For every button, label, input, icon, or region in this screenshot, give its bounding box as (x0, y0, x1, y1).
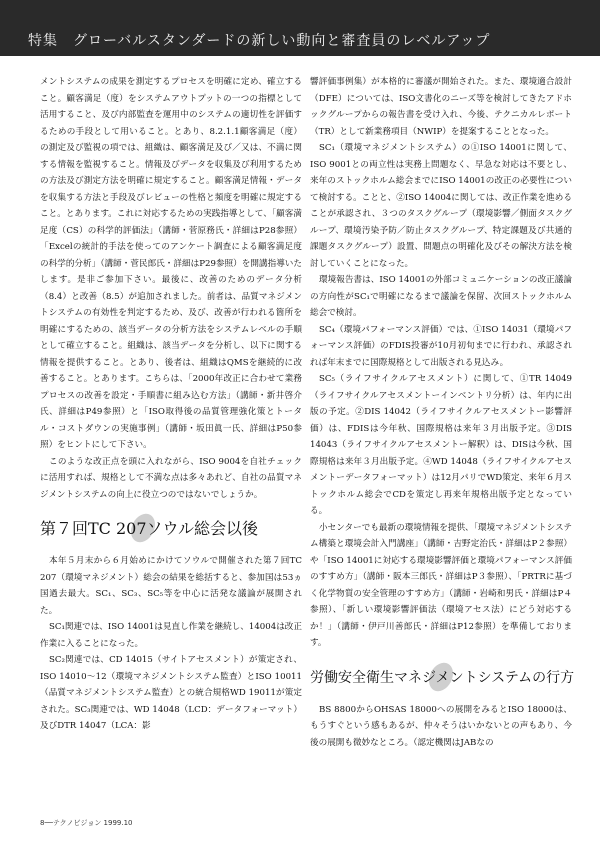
right-paragraph-6: 小センターでも最新の環境情報を提供、「環境マネジメントシステム構築と環境会計入門講座」（講師・吉野定治氏・詳細はP２参照）や「ISO 14001に対応する環境影響評価と環境パフォーマンス評価のすすめ方」（講師・阪本三郎氏・詳細はP３参照）、「PRTRに基づく化学物質の安全管理のすすめ方」（講師・岩崎和男氏・詳細はP４参照）、「新しい環境影響評価法（環境アセス法）にどう対応するか！」（講師・伊戸川善郎氏・詳細はP12参照）を準備しております。 (310, 522, 572, 648)
section-heading-text: 労働安全衛生マネジメントシステムの行方 (310, 669, 575, 686)
left-paragraph-2: このような改正点を頭に入れながら、ISO 9004を自社チェックに活用すれば、規格として不満な点は多々あれど、自社の品質マネジメントシステムの向上に役立つのではないでしょうか。 (40, 456, 302, 500)
left-paragraph-3: 本年５月末から６月始めにかけてソウルで開催された第７回TC 207（環境マネジメント）総会の結果を総括すると、参加国は53ヵ国過去最大。SC₁、SC₃、SC₅等を中心に活発な議論が展開された。 (40, 556, 302, 616)
left-paragraph-4: SC₁関連では、ISO 14001は見直し作業を継続し、14004は改正作業に入ることになった。 (40, 622, 302, 649)
right-paragraph-4: SC₄（環境パフォーマンス評価）では、①ISO 14031（環境パフォーマンス評価）のFDIS投審が10月初旬までに行われ、承認されれば年末までに国際規格として出版される見込み。 (310, 324, 572, 368)
section-heading-text: 第７回TC 207ソウル総会以後 (40, 519, 259, 538)
header-title: 特集 グローバルスタンダードの新しい動向と審査員のレベルアップ (28, 33, 491, 49)
right-column (310, 74, 575, 751)
right-paragraph-7: BS 8800からOHSAS 18000への展開をみるとISO 18000は、もうすぐという感もあるが、仲々そうはいかないとの声もあり、今後の展開も微妙なところ。（認定機関はJABなの (310, 704, 572, 748)
page-header (0, 0, 600, 56)
page-footer: 8──テクノビジョン 1999.10 (40, 819, 133, 827)
section-heading-tc207 (40, 511, 302, 547)
right-paragraph-2: SC₁（環境マネジメントシステム）の①ISO 14001に関して、ISO 9001との両立性は実務上問題なく、早急な対応は不要とし、来年のストックホルム総会までにISO 14001の改正の必要性について検討する。ことと、②ISO 14004に関しては、改正作業を進めることが承認され、３つのタスクグループ（環境影響／側面タスクグループ、環境汚染予防／防止タスクグループ、特定課題及び共通的課題タスクグループ）設置、問題点の明確化及びその解決方法を検討していくことになった。 (310, 143, 572, 269)
left-paragraph-1: メントシステムの成果を測定するプロセスを明確に定め、確立すること。顧客満足（度）をシステムアウトプットの一つの指標として活用すること、及び内部監査を運用中のシステムの適切性を評価するための手段として用いること。とあり、8.2.1.1顧客満足（度）の測定及び監視の項では、組織は、顧客満足及び／又は、不満に関する情報を監視すること。情報及びデータを収集及び利用するための方法及び測定方法を明確に規定すること。顧客満足情報・データを収集する方法と手段及びレビューの性格と頻度を明確に規定すること。とあります。これに対応するための実践指導として、「顧客満足度（CS）の科学的評価法」（講師・菅原務氏・詳細はP28参照）「Excelの統計的手法を使ってのアンケート調査による顧客満足度の科学的分析」（講師・菅民郎氏・詳細はP29参照）を開講指導いたします。是非ご参加下さい。最後に、改善のためのデータ分析（8.4）と改善（8.5）が追加されました。前者は、品質マネジメントシステムの有効性を判定するため、及び、改善が行われる箇所を明確にするための、該当データの分析方法をシステムレベルの手順として確立すること。組織は、該当データを分析し、以下に関する情報を提供すること。とあり、後者は、組織はQMSを継続的に改善すること。とあります。こちらは、「2000年改正に合わせて業務プロセスの改善を設定・手順書に組み込む方法」（講師・新井啓介氏、詳細はP49参照）と「ISO取得後の品質管理強化策とトータル・コストダウンの実施事例」（講師・坂田眞一氏、詳細はP50参照）をヒントにして下さい。 (40, 77, 302, 450)
right-paragraph-5: SC₅（ライフサイクルアセスメント）に関して、①TR 14049（ライフサイクルアセスメントーインベントリ分析）は、年内に出版の予定。②DIS 14042（ライフサイクルアセスメントー影響評価）は、FDISは今年秋、国際規格は来年３月出版予定。③DIS 14043（ライフサイクルアセスメントー解釈）は、DISは今秋、国際規格は来年３月出版予定。④WD 14048（ライフサイクルアセスメントーデータフォーマット）は12月パリでWD策定、来年６月ストックホルム総会でCDを策定し再来年規格出版予定となっている。 (310, 374, 572, 516)
section-heading-ohsas (310, 660, 575, 696)
left-paragraph-5: SC₂関連では、CD 14015（サイトアセスメント）が策定され、ISO 14010～12（環境マネジメントシステム監査）とISO 10011（品質マネジメントシステム監査）との統合規格WD 19011が策定された。SC₃関連では、WD 14048（LCD：データフォーマット）及びDTR 14047（LCA：影 (40, 655, 302, 731)
left-column (40, 74, 302, 735)
right-paragraph-3: 環境報告書は、ISO 14001の外部コミュニケーションの改正議論の方向性がSC₁で明確になるまで議論を保留、次回ストックホルム総会で検討。 (310, 275, 572, 318)
right-paragraph-1: 響評価事例集）が本格的に審議が開始された。また、環境適合設計（DFE）については、ISO文書化のニーズ等を検討してきたアドホックグループからの報告書を受け入れ、今後、テクニカルレポート（TR）として新業務項目（NWIP）を提案することとなった。 (310, 77, 572, 137)
